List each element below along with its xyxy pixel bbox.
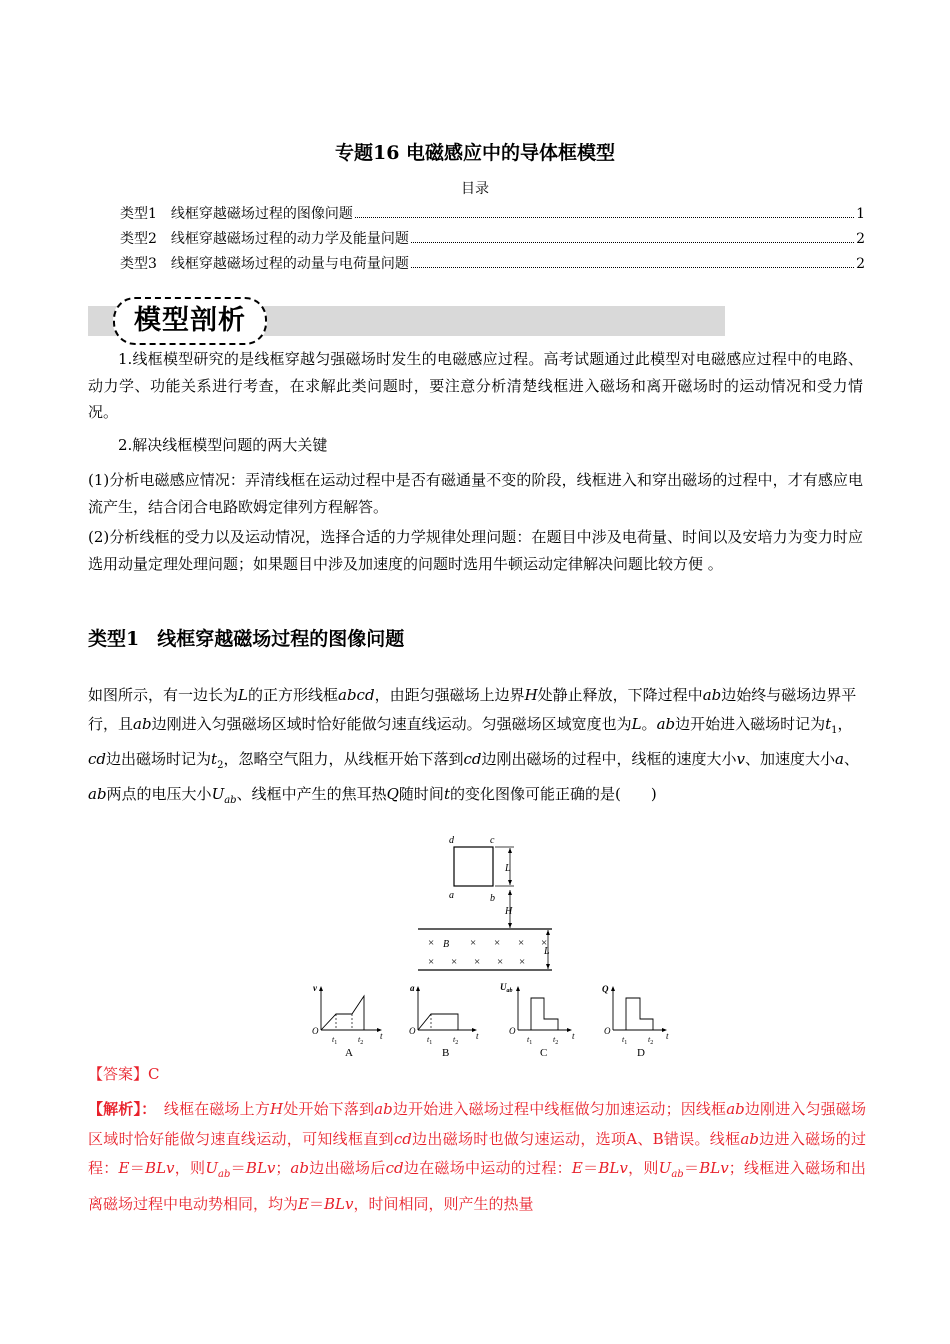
- section-title: 线框穿越磁场过程的图像问题: [157, 628, 405, 650]
- intro-paragraph-2: 2.解决线框模型问题的两大关键: [118, 436, 328, 454]
- toc-item[interactable]: [120, 253, 865, 273]
- graph-B: [409, 983, 479, 1059]
- curve-D: [626, 998, 653, 1030]
- graph-A: [312, 983, 383, 1059]
- toc-item-label: 类型3 线框穿越磁场过程的动量与电荷量问题: [120, 256, 409, 272]
- svg-text:t1: $t_1$: [427, 1035, 433, 1046]
- label-b: b: [490, 893, 495, 904]
- section-banner-label: 模型剖析: [113, 297, 267, 345]
- toc-item-page: 2: [856, 256, 865, 272]
- label-B: B: [443, 939, 450, 950]
- answer-text: 【答案】C: [88, 1065, 160, 1083]
- label-H: H: [505, 906, 513, 917]
- label-c: c: [490, 835, 495, 846]
- intro-paragraph-4: (2)分析线框的受力以及运动情况，选择合适的力学规律处理问题：在题目中涉及电荷量、时间以及安培力为变力时应选用动量定理处理问题；如果题目中涉及加速度的问题时选用牛顿运动定律解决问题比较方便 。: [88, 528, 863, 573]
- toc-item-page: 1: [856, 206, 865, 222]
- svg-text:t1: $t_1$: [622, 1035, 628, 1046]
- svg-text:t1: $t_1$: [332, 1035, 338, 1046]
- svg-text:D: D: [637, 1047, 645, 1059]
- label-a: a: [449, 890, 454, 901]
- svg-text:O: O: [604, 1026, 611, 1036]
- label-L-frame: L: [505, 863, 511, 874]
- svg-text:Uab: $U_{ab}$: [500, 982, 513, 994]
- explanation-text: 【解析】： 线框在磁场上方H处开始下落到ab边开始进入磁场过程中线框做匀加速运动；因线框ab边刚进入匀强磁场区域时恰好能做匀速直线运动，可知线框直到cd边出磁场时也做匀速运动，选项A、B错误。线框ab边进入磁场的过程：E＝BLv，则$U_{ab}=BLv$；ab边出磁场后cd边在磁场中运动的过程：E＝BLv，则$U_{ab}=BLv$；线框进入磁场和出离磁场过程中电动势相同，均为E＝BLv，时间相同，则产生的热量: [88, 1100, 866, 1213]
- toc-heading: 目录: [461, 181, 489, 197]
- svg-text:×: ×: [470, 937, 477, 949]
- toc-item-label: 类型1 线框穿越磁场过程的图像问题: [120, 206, 353, 222]
- svg-text:t: t: [476, 1031, 479, 1041]
- toc-item-page: 2: [856, 231, 865, 247]
- svg-text:a: a: [410, 983, 415, 993]
- graph-D: [602, 984, 669, 1059]
- toc-item[interactable]: [120, 228, 865, 248]
- toc-leader: [355, 217, 854, 218]
- page-title: 专题16 电磁感应中的导体框模型: [334, 142, 616, 164]
- toc-leader: [411, 267, 854, 268]
- svg-text:O: O: [409, 1026, 416, 1036]
- svg-text:t: t: [572, 1031, 575, 1041]
- intro-paragraph-3: (1)分析电磁感应情况：弄清线框在运动过程中是否有磁通量不变的阶段，线框进入和穿出磁场的过程中，才有感应电流产生，结合闭合电路欧姆定律列方程解答。: [88, 471, 863, 516]
- toc-item[interactable]: [120, 203, 865, 223]
- label-L-field: L: [544, 946, 550, 957]
- svg-text:Q: Q: [602, 984, 609, 994]
- curve-C: [531, 998, 558, 1030]
- svg-text:t2: $t_2$: [358, 1035, 364, 1046]
- svg-text:×: ×: [428, 937, 435, 949]
- curve-A: [321, 996, 364, 1030]
- label-d: d: [449, 835, 454, 846]
- curve-B: [418, 1014, 458, 1030]
- toc-item-label: 类型2 线框穿越磁场过程的动力学及能量问题: [120, 231, 409, 247]
- svg-text:t2: $t_2$: [453, 1035, 459, 1046]
- svg-text:O: O: [509, 1026, 516, 1036]
- svg-text:×: ×: [518, 937, 525, 949]
- section-number: 类型1: [88, 628, 140, 650]
- svg-text:×: ×: [494, 937, 501, 949]
- svg-text:×: ×: [428, 956, 435, 968]
- svg-text:O: O: [312, 1026, 319, 1036]
- square-frame: [454, 847, 493, 886]
- svg-text:t2: $t_2$: [648, 1035, 654, 1046]
- intro-paragraph-1: 1.线框模型研究的是线框穿越匀强磁场时发生的电磁感应过程。高考试题通过此模型对电磁感应过程中的电路、动力学、功能关系进行考查，在求解此类问题时，要注意分析清楚线框进入磁场和离开磁场时的运动情况和受力情况。: [88, 350, 863, 421]
- svg-text:×: ×: [519, 956, 526, 968]
- question-text: 如图所示，有一边长为L的正方形线框abcd，由距匀强磁场上边界H处静止释放，下降过程中ab边始终与磁场边界平行，且ab边刚进入匀强磁场区域时恰好能做匀速直线运动。匀强磁场区域宽度也为L。ab边开始进入磁场时记为$t_1$，cd边出磁场时记为$t_2$，忽略空气阻力，从线框开始下落到cd边刚出磁场的过程中，线框的速度大小v、加速度大小a、ab两点的电压大小$U_{ab}$、线框中产生的焦耳热Q随时间t的变化图像可能正确的是( ): [88, 686, 859, 806]
- graph-C: [500, 982, 575, 1059]
- svg-text:B: B: [442, 1047, 450, 1059]
- question-figure: [300, 830, 680, 1060]
- svg-text:C: C: [540, 1047, 548, 1059]
- svg-text:×: ×: [497, 956, 504, 968]
- svg-text:t2: $t_2$: [553, 1035, 559, 1046]
- svg-text:t: t: [666, 1031, 669, 1041]
- svg-text:v: v: [313, 983, 317, 993]
- toc-leader: [411, 242, 854, 243]
- svg-text:×: ×: [474, 956, 481, 968]
- svg-text:t1: $t_1$: [527, 1035, 533, 1046]
- svg-text:×: ×: [541, 937, 548, 949]
- svg-text:t: t: [380, 1031, 383, 1041]
- section-heading: [88, 624, 404, 651]
- svg-text:A: A: [345, 1047, 353, 1059]
- svg-text:×: ×: [451, 956, 458, 968]
